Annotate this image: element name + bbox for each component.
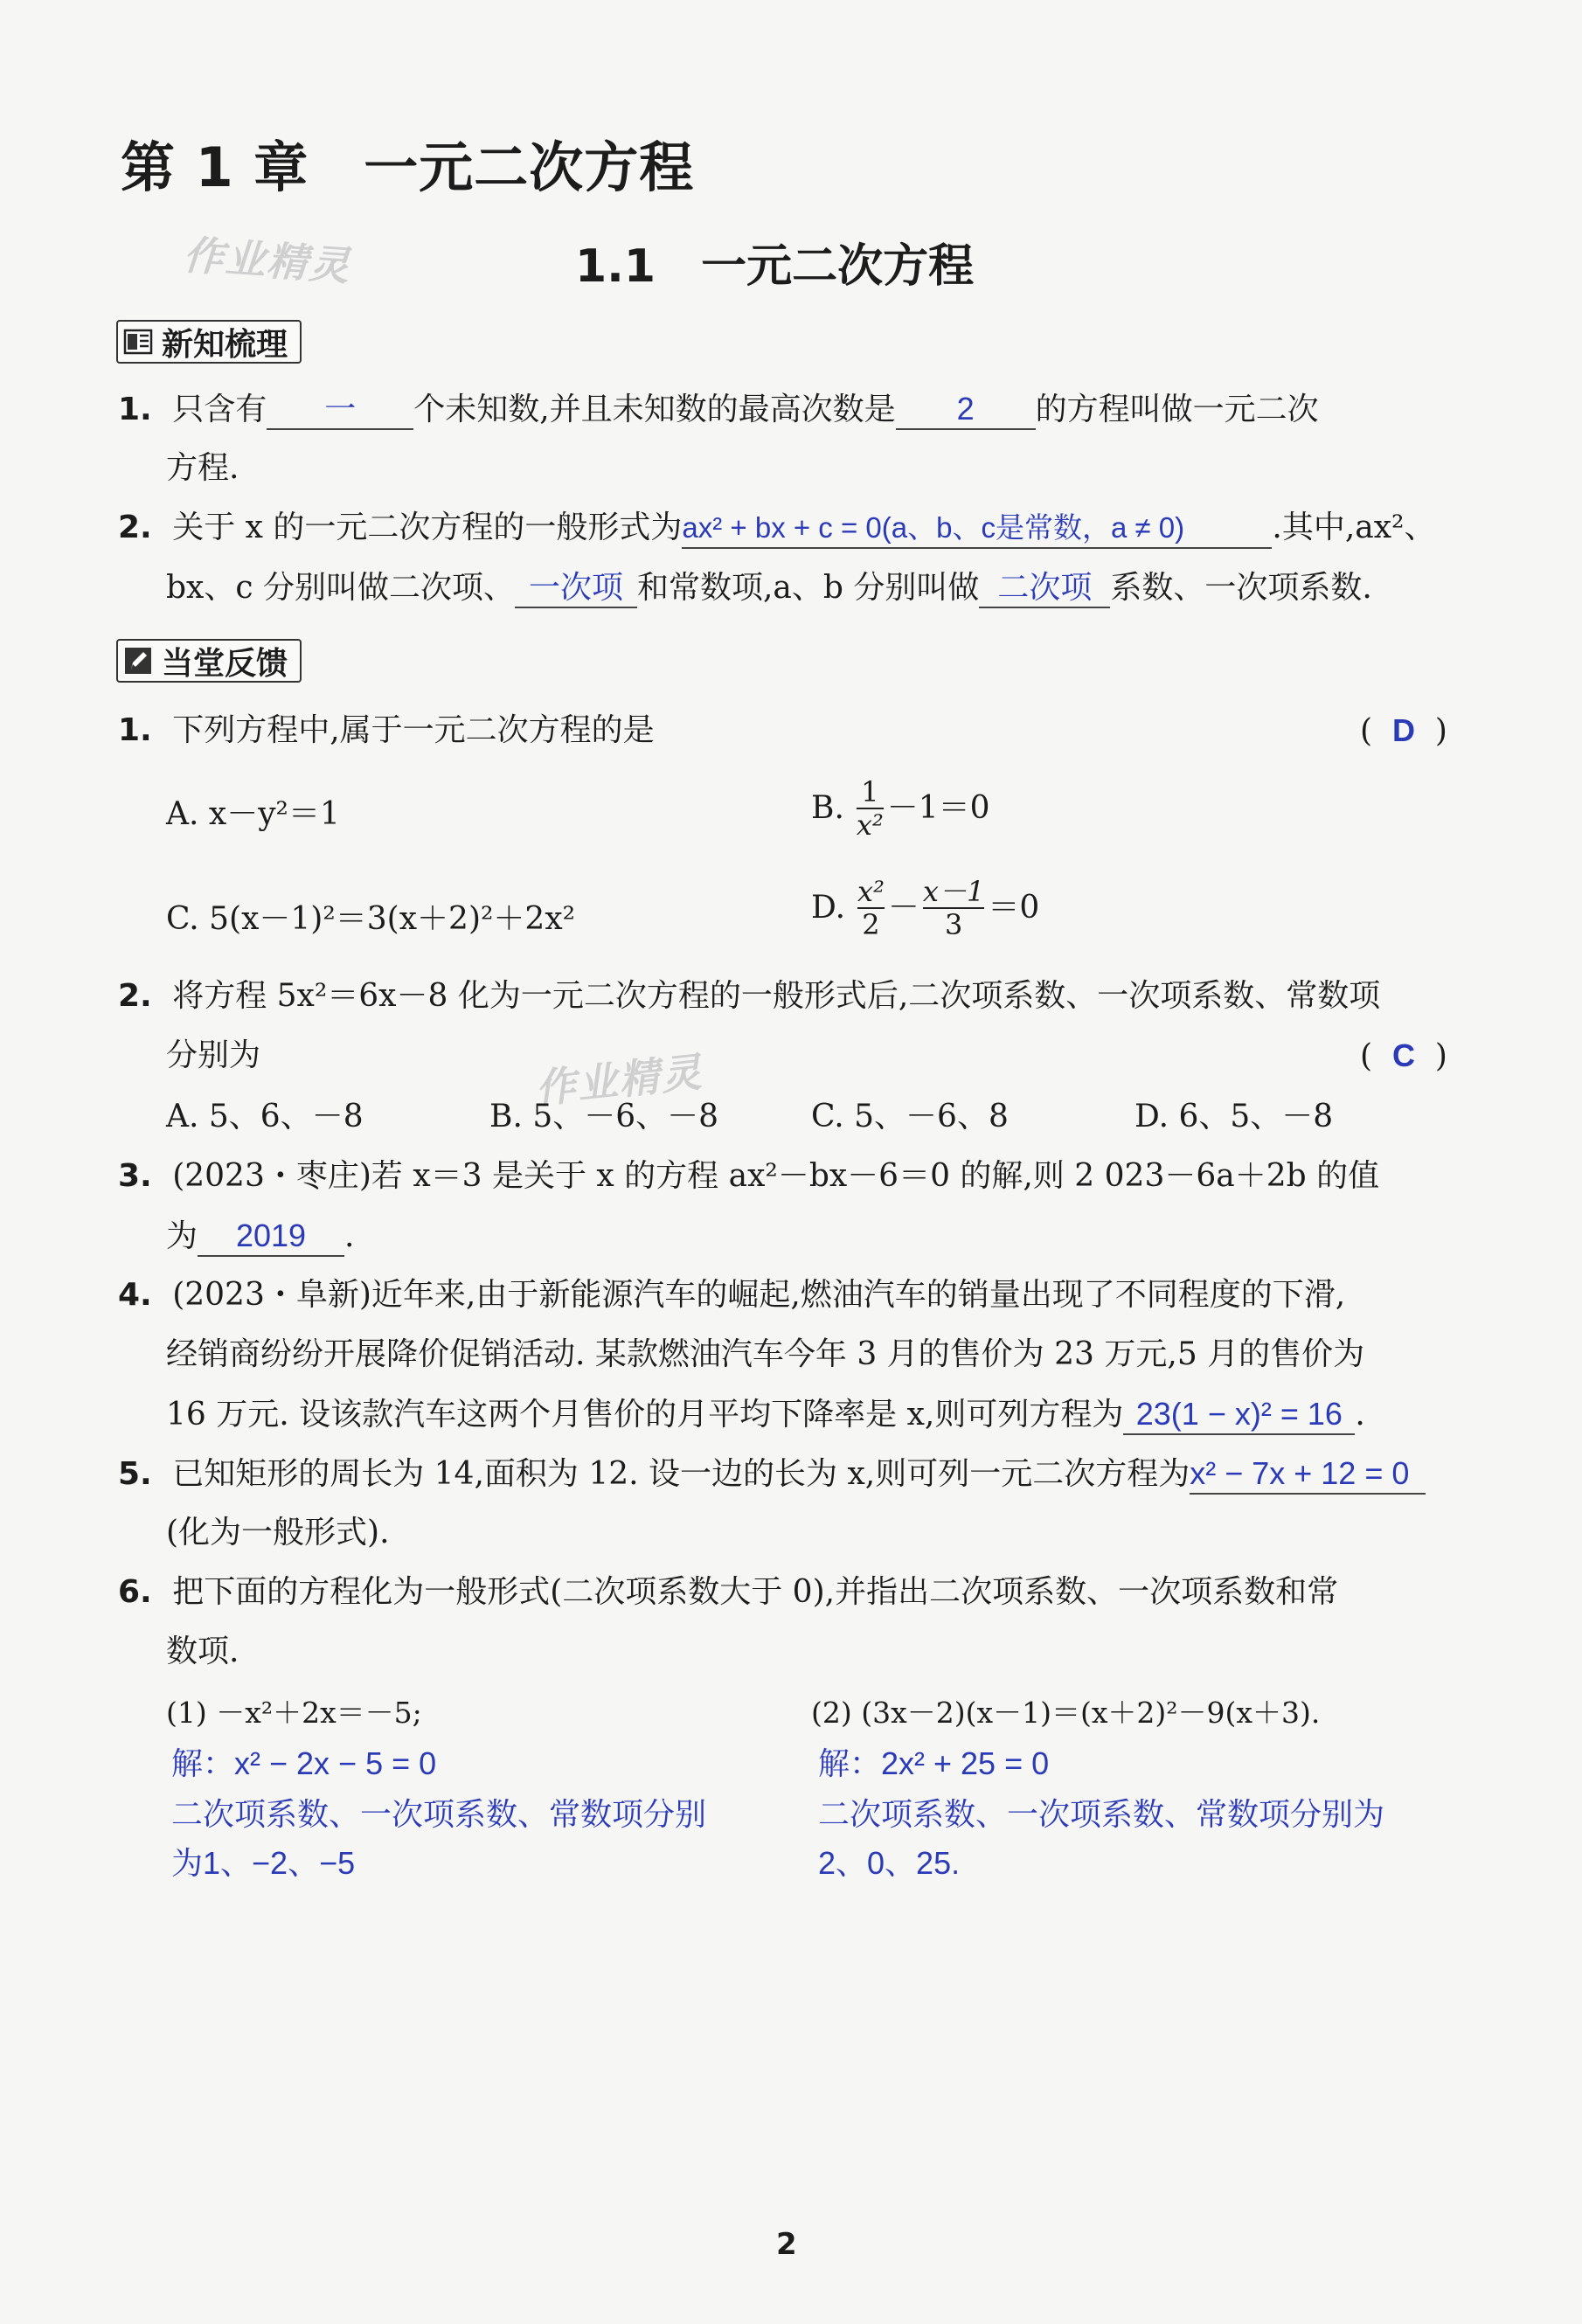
question-number: 2.: [118, 510, 152, 545]
section-title: 1.1 一元二次方程: [575, 240, 975, 293]
solution-1-values: 为1、−2、−5: [171, 1845, 356, 1881]
numerator: 1: [861, 775, 879, 808]
section-heading-label: 新知梳理: [162, 326, 288, 363]
xinzhi-q1-line2: 方程.: [166, 450, 239, 486]
answer-blank: 2: [896, 390, 1036, 430]
option-a: A. x－y²＝1: [166, 796, 340, 832]
solution-1-text: 二次项系数、一次项系数、常数项分别: [171, 1796, 707, 1832]
xinzhi-q1-line1: [118, 390, 1319, 430]
text: 和常数项,a、b 分别叫做: [636, 570, 980, 606]
chapter-title: 第 1 章 一元二次方程: [121, 135, 695, 199]
text: －: [887, 890, 919, 926]
denominator: x²: [856, 808, 884, 842]
section-heading-dangtang: [116, 639, 302, 683]
text: 系数、一次项系数.: [1110, 570, 1372, 606]
text: .其中,ax²、: [1272, 510, 1436, 545]
solution-2-equation: 解：2x² + 25 = 0: [818, 1745, 1050, 1781]
text: 把下面的方程化为一般形式(二次项系数大于 0),并指出二次项系数、一次项系数和常: [172, 1574, 1339, 1610]
text: －1＝0: [886, 790, 990, 826]
answer-blank: 一: [267, 390, 413, 430]
page-number: 2: [776, 2227, 797, 2262]
dt-q6-part1: (1) －x²＋2x＝－5;: [166, 1696, 422, 1730]
text: (2023・枣庄)若 x＝3 是关于 x 的方程 ax²－bx－6＝0 的解,则 2 023－6a＋2b 的值: [172, 1158, 1380, 1194]
question-number: 2.: [118, 978, 152, 1014]
denominator: 2: [862, 908, 880, 941]
watermark: 作业精灵: [533, 1048, 705, 1113]
answer-blank: 2019: [198, 1217, 344, 1257]
option-b: B. 5、－6、－8: [489, 1099, 719, 1134]
dt-q1-stem: [118, 711, 655, 750]
dt-q6-line1: [118, 1573, 1338, 1612]
text: bx、c 分别叫做二次项、: [166, 570, 515, 606]
text: 个未知数,并且未知数的最高次数是: [413, 392, 896, 427]
text: 下列方程中,属于一元二次方程的是: [172, 712, 655, 748]
dt-q2-line2: 分别为: [166, 1037, 261, 1073]
solution-2-values: 2、0、25.: [818, 1845, 961, 1881]
numerator: x－1: [922, 875, 985, 908]
text: 为: [166, 1218, 198, 1254]
option-b: [811, 776, 990, 841]
denominator: 3: [944, 908, 963, 941]
dt-q4-line1: [118, 1276, 1345, 1315]
dt-q2-answer-bracket: ( C ): [1360, 1037, 1447, 1074]
option-c: C. 5、－6、8: [811, 1099, 1009, 1134]
answer-choice: C: [1391, 1037, 1415, 1073]
question-number: 4.: [118, 1277, 152, 1313]
dt-q3-line1: [118, 1157, 1379, 1196]
book-icon: [123, 327, 153, 357]
dt-q5-line2: (化为一般形式).: [166, 1515, 390, 1550]
text: ＝0: [988, 890, 1040, 926]
text: .: [344, 1218, 355, 1254]
text: 将方程 5x²＝6x－8 化为一元二次方程的一般形式后,二次项系数、一次项系数、常数项: [172, 978, 1381, 1014]
xinzhi-q2-line1: [118, 509, 1435, 549]
text: (2023・阜新)近年来,由于新能源汽车的崛起,燃油汽车的销量出现了不同程度的下滑,: [172, 1277, 1346, 1313]
solution-2-text: 二次项系数、一次项系数、常数项分别为: [818, 1796, 1385, 1832]
answer-blank: x² − 7x + 12 = 0: [1190, 1454, 1426, 1495]
text: .: [1355, 1397, 1365, 1433]
text: 已知矩形的周长为 14,面积为 12. 设一边的长为 x,则可列一元二次方程为: [172, 1456, 1190, 1492]
dt-q3-line2: [166, 1217, 354, 1257]
question-number: 3.: [118, 1158, 152, 1194]
answer-blank: 23(1 − x)² = 16: [1123, 1395, 1355, 1435]
fraction: [923, 876, 984, 940]
text: 关于 x 的一元二次方程的一般形式为: [172, 510, 683, 545]
dt-q1-answer-bracket: ( D ): [1360, 712, 1447, 749]
question-number: 1.: [118, 392, 152, 427]
dt-q6-line2: 数项.: [166, 1634, 239, 1669]
option-d: [811, 876, 1039, 940]
option-a: A. 5、6、－8: [166, 1099, 364, 1134]
answer-choice: D: [1391, 712, 1415, 748]
dt-q4-line3: [166, 1395, 1365, 1435]
question-number: 1.: [118, 712, 152, 748]
dt-q2-line1: [118, 977, 1380, 1016]
option-label: D.: [811, 890, 846, 926]
answer-blank: 二次项: [979, 568, 1110, 608]
watermark: 作业精灵: [182, 231, 353, 290]
option-label: B.: [811, 790, 844, 826]
text: 16 万元. 设该款汽车这两个月售价的月平均下降率是 x,则可列方程为: [166, 1397, 1124, 1433]
option-d: D. 6、5、－8: [1134, 1099, 1334, 1134]
answer-blank: ax² + bx + c = 0(a、b、c是常数，a ≠ 0): [682, 509, 1272, 549]
text: 的方程叫做一元二次: [1035, 392, 1319, 427]
solution-1-equation: 解：x² − 2x − 5 = 0: [171, 1745, 437, 1781]
question-number: 6.: [118, 1574, 152, 1610]
dt-q4-line2: 经销商纷纷开展降价促销活动. 某款燃油汽车今年 3 月的售价为 23 万元,5 月的售价为: [166, 1336, 1365, 1372]
numerator: x²: [857, 875, 885, 908]
question-number: 5.: [118, 1456, 152, 1492]
section-heading-xinzhi: [116, 320, 302, 364]
section-heading-label: 当堂反馈: [162, 645, 288, 682]
answer-blank: 一次项: [515, 568, 637, 608]
dt-q6-part2: (2) (3x－2)(x－1)＝(x＋2)²－9(x＋3).: [811, 1696, 1321, 1730]
fraction: [857, 776, 884, 841]
text: 只含有: [172, 392, 267, 427]
dt-q5-line1: [118, 1454, 1426, 1495]
xinzhi-q2-line2: [166, 568, 1372, 608]
fraction: [857, 876, 885, 940]
pencil-icon: [123, 646, 153, 676]
option-c: C. 5(x－1)²＝3(x＋2)²＋2x²: [166, 901, 576, 937]
